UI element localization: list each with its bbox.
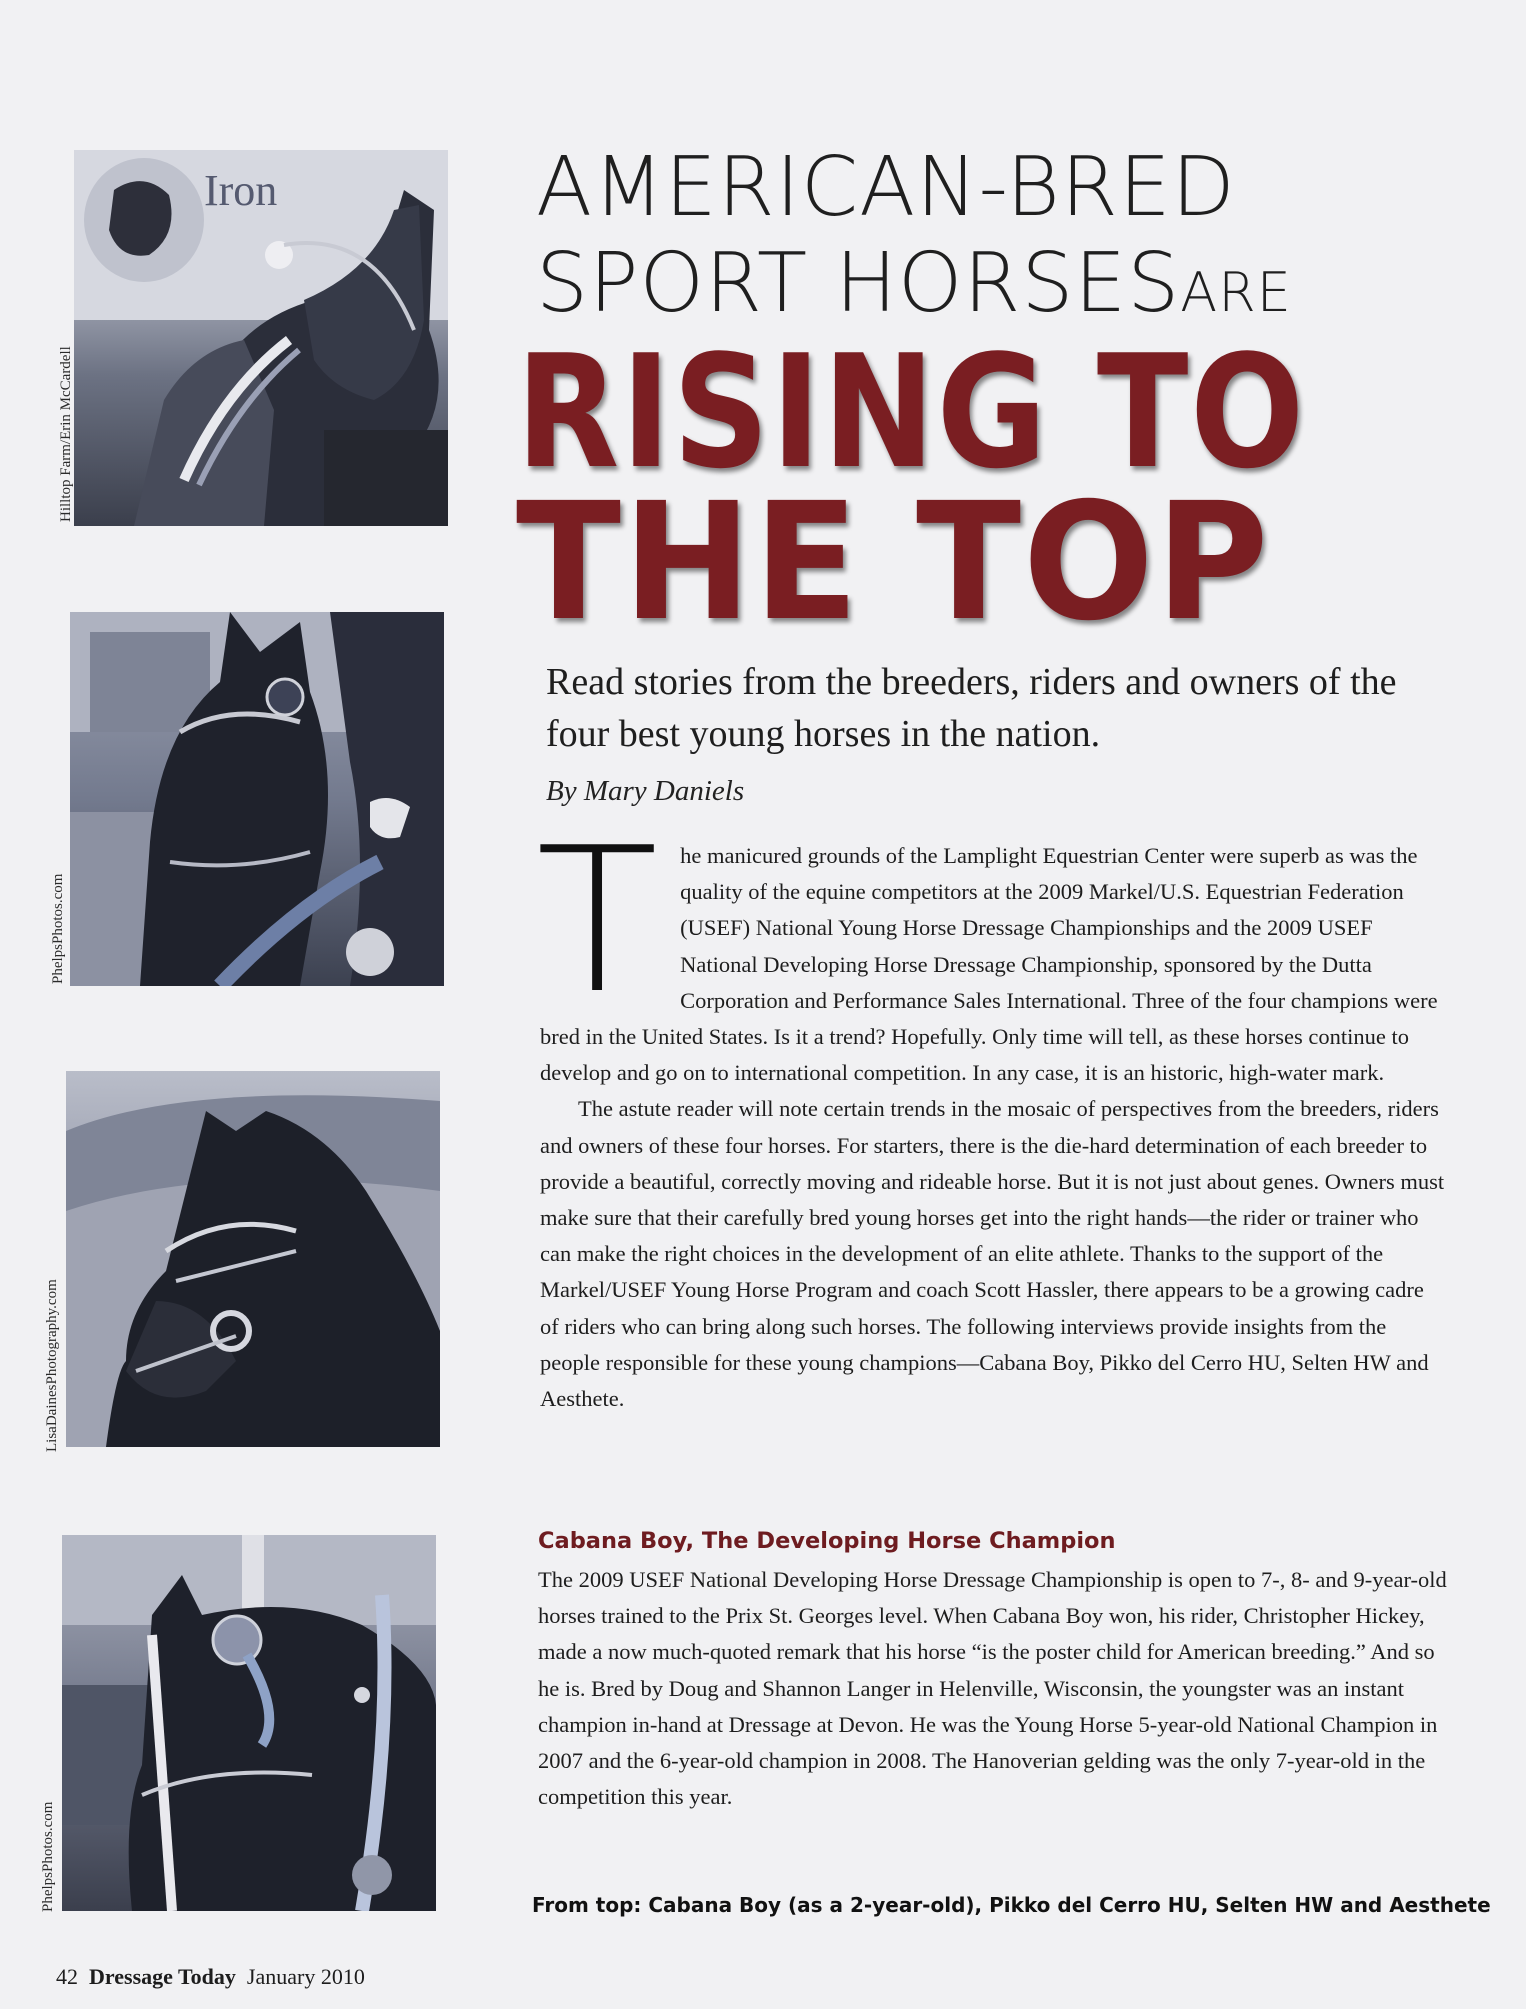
page-footer [56,1964,365,1990]
magazine-name: Dressage Today [89,1964,236,1989]
headline-kicker-line2 [536,236,1292,331]
photo-cabana-boy-2yo [74,150,448,526]
photo-aesthete [62,1535,436,1911]
sign-text: Iron [204,166,278,215]
headline-main-line1: RISING TO [516,321,1306,503]
article-deck: Read stories from the breeders, riders and owners of the four best young horses in the nation. [546,661,1397,755]
section-paragraph: The 2009 USEF National Developing Horse Dressage Championship is open to 7-, 8- and 9-year-old horses trained to the Prix St. Georges level. When Cabana Boy won, his rider, Christopher Hickey, made a now much-quoted remark that his horse “is the poster child for American breeding.” And so he is. Bred by Doug and Shannon Langer in Helenville, Wisconsin, the youngster was an instant champion in-hand at Dressage at Devon. He was the Young Horse 5-year-old National Champion in 2007 and the 6-year-old champion in 2008. The Hanoverian gelding was the only 7-year-old in the competition this year. [538,1567,1447,1810]
headline-main-line2: THE TOP [516,469,1271,657]
photo-credit: PhelpsPhotos.com [40,1801,56,1912]
photo-caption: From top: Cabana Boy (as a 2-year-old), Pikko del Cerro HU, Selten HW and Aesthete [532,1893,1491,1917]
photo-credit: LisaDainesPhotography.com [44,1279,60,1452]
section-body [538,1562,1448,1815]
photo-credit: Hilltop Farm/Erin McCardell [58,346,74,522]
page-number: 42 [56,1964,78,1989]
section-subhead: Cabana Boy, The Developing Horse Champion [538,1528,1116,1554]
paragraph-1 [536,805,1448,1091]
photo-credit: PhelpsPhotos.com [50,873,66,984]
drop-cap: T [536,805,659,1038]
photo-selten-hw [66,1071,440,1447]
issue-date: January 2010 [246,1964,365,1989]
headline-kicker-main: SPORT HORSES [536,236,1181,331]
byline: By Mary Daniels [546,775,745,807]
headline-kicker-small: ARE [1180,261,1292,324]
paragraph-2: The astute reader will note certain trends in the mosaic of perspectives from the breeders, riders and owners of these four horses. For starters, there is the die-hard determination of each breeder to provide a beautiful, correctly moving and rideable horse. But it is not just about genes. Owners must make sure that their carefully bred young horses get into the right hands—the rider or trainer who can make the right choices in the development of an elite athlete. Thanks to the support of the Markel/USEF Young Horse Program and coach Scott Hassler, there appears to be a growing cadre of riders who can bring along such horses. The following interviews provide insights from the people responsible for these young champions—Cabana Boy, Pikko del Cerro HU, Selten HW and Aesthete. [540,1096,1445,1412]
article-body [536,805,1448,1417]
headline-kicker-line1: AMERICAN-BRED [536,140,1236,235]
photo-pikko-del-cerro [70,612,444,986]
paragraph-1-text: he manicured grounds of the Lamplight Equestrian Center were superb as was the quality of the equine competitors at the 2009 Markel/U.S. Equestrian Federation (USEF) National Young Horse Dressage Championships and the 2009 USEF National Developing Horse Dressage Championship, sponsored by the Dutta Corporation and Performance Sales International. Three of the four champions were bred in the United States. Is it a trend? Hopefully. Only time will tell, as these horses continue to develop and go on to international competition. In any case, it is an historic, high-water mark. [540,843,1438,1086]
